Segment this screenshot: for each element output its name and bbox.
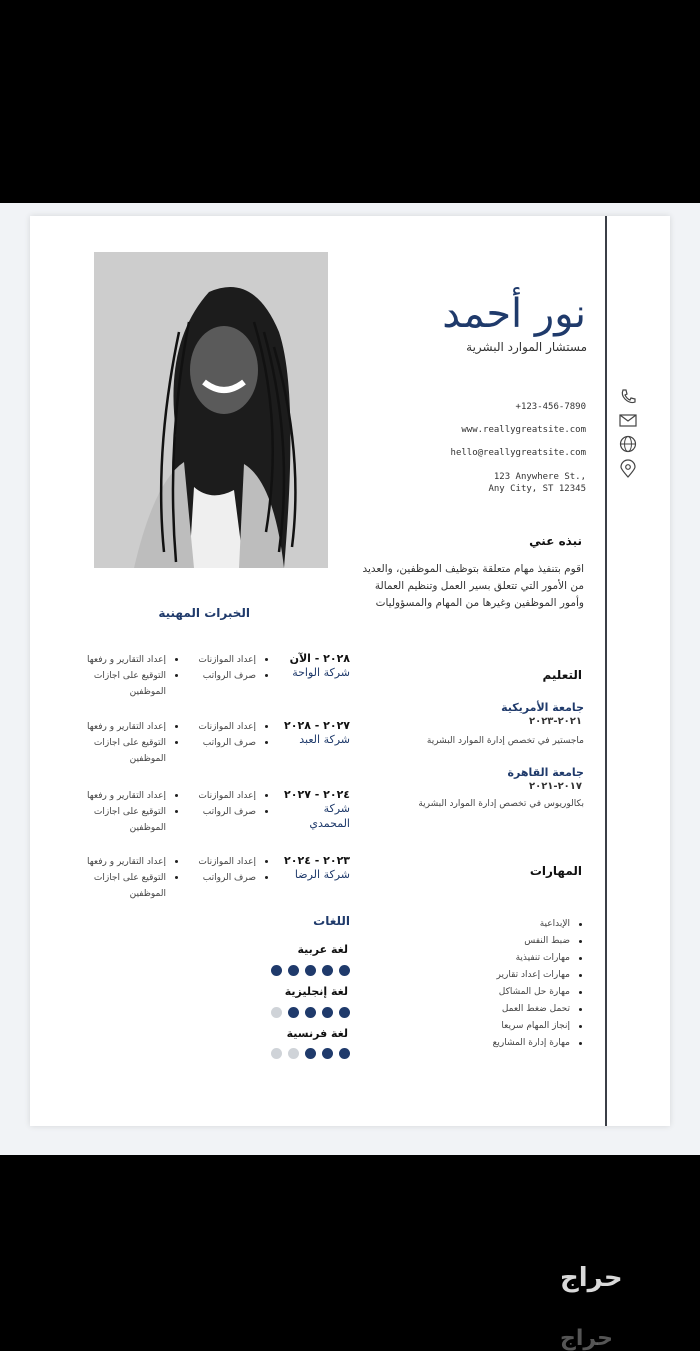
education-school: جامعة القاهرة — [507, 766, 584, 779]
duty-item: إعداد التقارير و رفعها — [55, 719, 180, 735]
globe-icon — [618, 434, 638, 454]
job-duties — [55, 854, 180, 902]
language-level — [271, 965, 350, 976]
skills-heading: المهارات — [529, 864, 582, 878]
location-icon — [618, 459, 638, 479]
level-dot — [339, 965, 350, 976]
duty-item: إعداد التقارير و رفعها — [55, 854, 180, 870]
skill-item: مهارات إعداد تقارير — [493, 967, 584, 984]
contact-email: hello@reallygreatsite.com — [450, 448, 586, 458]
duty-item: إعداد الموازنات — [198, 854, 270, 870]
skill-item: مهارة إدارة المشاريع — [493, 1035, 584, 1052]
contact-website: www.reallygreatsite.com — [461, 425, 586, 435]
phone-icon — [618, 387, 638, 407]
language-name: لغة عربية — [297, 943, 348, 956]
language-level — [271, 1007, 350, 1018]
job-title — [280, 652, 350, 681]
language-level — [271, 1048, 350, 1059]
level-dot — [305, 965, 316, 976]
job-period: ٢٠٢٧ - ٢٠٢٨ — [284, 719, 350, 732]
duty-item: صرف الرواتب — [198, 668, 270, 684]
job-period: ٢٠٢٨ - الآن — [289, 652, 350, 665]
document-viewer — [0, 203, 700, 1351]
duty-item: إعداد التقارير و رفعها — [55, 788, 180, 804]
skills-list — [493, 916, 584, 1052]
duty-item: إعداد الموازنات — [198, 788, 270, 804]
duty-item: إعداد الموازنات — [198, 719, 270, 735]
level-dot — [288, 965, 299, 976]
level-dot — [322, 1007, 333, 1018]
job-company: شركة الواحة — [292, 666, 350, 680]
level-dot — [339, 1048, 350, 1059]
level-dot — [322, 965, 333, 976]
skill-item: إنجاز المهام سريعا — [493, 1018, 584, 1035]
job-company: شركة الرضا — [294, 868, 350, 882]
duty-item: التوقيع على اجازات الموظفين — [55, 804, 180, 836]
education-desc: بكالوريوس في تخصص إدارة الموارد البشرية — [418, 799, 584, 809]
duty-item: التوقيع على اجازات الموظفين — [55, 668, 180, 700]
job-title — [280, 854, 350, 883]
job-duties — [198, 719, 270, 751]
education-years: ٢٠١٧-٢٠٢١ — [529, 781, 582, 792]
skill-item: ضبط النفس — [493, 933, 584, 950]
skill-item: الإبداعية — [493, 916, 584, 933]
person-name: نور أحمد — [442, 291, 586, 337]
education-heading: التعليم — [542, 668, 582, 682]
education-years: ٢٠٢١-٢٠٢٣ — [529, 716, 582, 727]
duty-item: صرف الرواتب — [198, 804, 270, 820]
job-company: شركة المحمدي — [309, 802, 350, 830]
job-title — [280, 719, 350, 748]
level-dot — [271, 1007, 282, 1018]
language-name: لغة إنجليزية — [284, 985, 348, 998]
level-dot — [305, 1048, 316, 1059]
level-dot — [305, 1007, 316, 1018]
skill-item: مهارات تنفيذية — [493, 950, 584, 967]
job-duties — [55, 719, 180, 767]
job-title — [280, 788, 350, 831]
level-dot — [322, 1048, 333, 1059]
job-duties — [198, 652, 270, 684]
level-dot — [288, 1007, 299, 1018]
resume-page — [30, 216, 670, 1126]
level-dot — [339, 1007, 350, 1018]
experience-heading: الخبرات المهنية — [158, 606, 250, 620]
duty-item: إعداد الموازنات — [198, 652, 270, 668]
contact-address: 123 Anywhere St., Any City, ST 12345 — [488, 472, 586, 495]
watermark-logo: حراج — [560, 1263, 623, 1293]
education-school: جامعة الأمريكية — [501, 701, 584, 714]
job-duties — [55, 652, 180, 700]
language-name: لغة فرنسية — [286, 1027, 348, 1040]
duty-item: صرف الرواتب — [198, 870, 270, 886]
job-period: ٢٠٢٣ - ٢٠٢٤ — [284, 854, 350, 867]
profile-photo — [94, 252, 328, 568]
duty-item: التوقيع على اجازات الموظفين — [55, 870, 180, 902]
duty-item: إعداد التقارير و رفعها — [55, 652, 180, 668]
level-dot — [271, 965, 282, 976]
skill-item: تحمل ضغط العمل — [493, 1001, 584, 1018]
job-duties — [55, 788, 180, 836]
person-role: مستشار الموارد البشرية — [466, 340, 587, 354]
duty-item: صرف الرواتب — [198, 735, 270, 751]
job-company: شركة العبد — [299, 733, 350, 747]
skill-item: مهارة حل المشاكل — [493, 984, 584, 1001]
job-duties — [198, 854, 270, 886]
watermark-faint: حراج — [560, 1326, 613, 1351]
languages-heading: اللغات — [313, 914, 350, 928]
mail-icon — [618, 410, 638, 430]
about-text: اقوم بتنفيذ مهام متعلقة بتوظيف الموظفين، والعديد من الأمور التي تتعلق بسير العمل وتنظيم العمالة وأمور الموظفين وغيرها من المهام والمسؤوليات — [362, 563, 584, 609]
duty-item: التوقيع على اجازات الموظفين — [55, 735, 180, 767]
level-dot — [271, 1048, 282, 1059]
job-period: ٢٠٢٤ - ٢٠٢٧ — [284, 788, 350, 801]
education-desc: ماجستير في تخصص إدارة الموارد البشرية — [426, 736, 584, 746]
about-heading: نبذه عني — [529, 534, 582, 548]
divider-line — [605, 216, 607, 1126]
job-duties — [198, 788, 270, 820]
level-dot — [288, 1048, 299, 1059]
contact-phone: +123-456-7890 — [515, 402, 586, 412]
